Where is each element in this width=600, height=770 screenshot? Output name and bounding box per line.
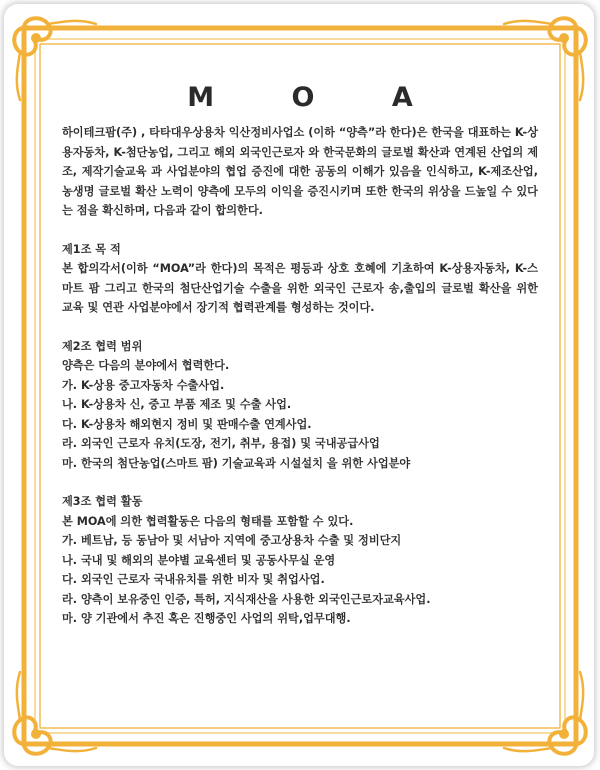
article-3-heading: 제3조 협력 활동 xyxy=(62,495,143,508)
document-title: M O A xyxy=(187,82,447,113)
intro-paragraph: 하이테크팜(주) , 타타대우상용차 익산정비사업소 (이하 “양측”라 한다)은 한국을 대표하는 K-상용자동차, K-첨단농업, 그리고 해외 외국인근로자 와 한국문화의 글로벌 확산과 연계된 산업의 제조, 제작기술교육 과 사업분야의 협업 증진에 대한 공동의 이해가 있음을 인식하고, K-제조산업, 농생명 글로벌 확산 노력이 양측에 모두의 이익을 증진시키며 또한 한국의 위상을 드높일 수 있다는 점을 확신하며, 다음과 같이 합의한다. xyxy=(62,126,538,217)
list-item: 라. 외국인 근로자 유치(도장, 전기, 취부, 용접) 및 국내공급사업 xyxy=(62,437,380,450)
article-2-heading: 제2조 협력 범위 xyxy=(62,339,143,353)
article-1-body: 본 합의각서(이하 “MOA”라 한다)의 목적은 평등과 상호 호혜에 기초하여 K-상용자동차, K-스마트 팜 그리고 한국의 첨단산업기술 수출을 위한 외국인 근로자 송,출입의 글로벌 확산을 위한 교육 및 연관 사업분야에서 장기적 협력관계를 형성하는 것이다. xyxy=(62,262,538,314)
list-item: 가. K-상용 중고자동차 수출사업. xyxy=(62,378,225,392)
article-2 xyxy=(62,337,538,474)
list-item: 라. 양측이 보유중인 인증, 특허, 지식재산을 사용한 외국인근로자교육사업. xyxy=(62,592,431,606)
article-3-intro: 본 MOA에 의한 협력활동은 다음의 형태를 포함할 수 있다. xyxy=(62,514,354,528)
article-3 xyxy=(62,492,538,629)
list-item: 나. K-상용차 신, 중고 부품 제조 및 수출 사업. xyxy=(62,398,292,411)
list-item: 다. K-상용차 해외현지 정비 및 판매수출 연계사업. xyxy=(62,417,312,431)
list-item: 나. 국내 및 해외의 분야별 교육센터 및 공동사무실 운영 xyxy=(62,553,336,567)
list-item: 마. 양 기관에서 추진 혹은 진행중인 사업의 위탁,업무대행. xyxy=(62,612,351,625)
document-body xyxy=(62,123,538,629)
list-item: 다. 외국인 근로자 국내유치를 위한 비자 및 취업사업. xyxy=(62,573,325,586)
list-item: 가. 베트남, 등 동남아 및 서남아 지역에 중고상용차 수출 및 정비단지 xyxy=(62,534,402,547)
list-item: 마. 한국의 첨단농업(스마트 팜) 기술교육과 시설설치 을 위한 사업분야 xyxy=(62,456,411,470)
article-1 xyxy=(62,240,538,318)
article-2-intro: 양측은 다음의 분야에서 협력한다. xyxy=(62,359,230,372)
article-1-heading: 제1조 목 적 xyxy=(62,242,121,256)
